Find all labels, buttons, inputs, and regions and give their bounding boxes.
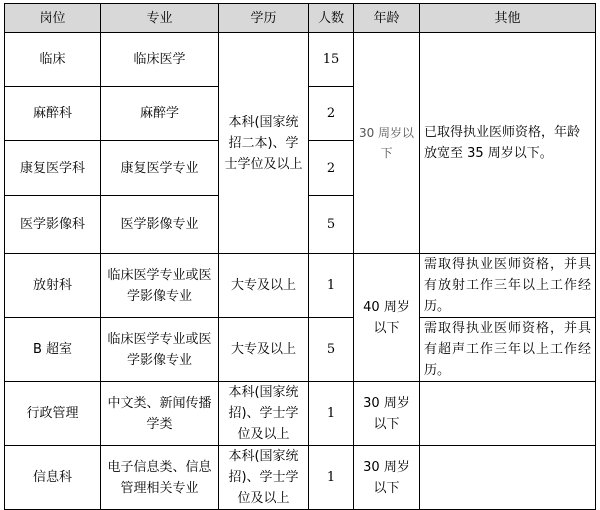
cell-major: 医学影像专业 [101, 196, 219, 254]
cell-count: 2 [309, 141, 354, 196]
cell-age: 30 周岁以下 [354, 382, 420, 446]
cell-major: 电子信息类、信息管理相关专业 [101, 446, 219, 510]
header-major: 专业 [101, 4, 219, 33]
cell-major: 康复医学专业 [101, 141, 219, 196]
cell-major: 中文类、新闻传播学类 [101, 382, 219, 446]
cell-count: 15 [309, 33, 354, 87]
cell-age: 30 周岁以下 [354, 446, 420, 510]
table-row [5, 254, 596, 318]
cell-major: 临床医学专业或医学影像专业 [101, 318, 219, 382]
header-education: 学历 [219, 4, 309, 33]
cell-count: 5 [309, 196, 354, 254]
cell-age: 40 周岁以下 [354, 254, 420, 382]
cell-other: 需取得执业医师资格，并具有放射工作三年以上工作经历。 [420, 254, 596, 318]
cell-count: 1 [309, 382, 354, 446]
cell-position: B 超室 [5, 318, 101, 382]
table-row [5, 33, 596, 87]
header-count: 人数 [309, 4, 354, 33]
cell-count: 2 [309, 87, 354, 141]
cell-education: 本科(国家统招二本)、学士学位及以上 [219, 33, 309, 254]
table-row [5, 382, 596, 446]
cell-count: 1 [309, 254, 354, 318]
cell-education: 本科(国家统招)、学士学位及以上 [219, 446, 309, 510]
cell-position: 行政管理 [5, 382, 101, 446]
cell-position: 信息科 [5, 446, 101, 510]
cell-other: 需取得执业医师资格，并具有超声工作三年以上工作经历。 [420, 318, 596, 382]
cell-count: 1 [309, 446, 354, 510]
table-header-row [5, 4, 596, 33]
cell-other [420, 382, 596, 446]
cell-position: 康复医学科 [5, 141, 101, 196]
cell-count: 5 [309, 318, 354, 382]
cell-major: 临床医学 [101, 33, 219, 87]
header-age: 年龄 [354, 4, 420, 33]
cell-position: 放射科 [5, 254, 101, 318]
header-other: 其他 [420, 4, 596, 33]
cell-education: 大专及以上 [219, 254, 309, 318]
cell-position: 医学影像科 [5, 196, 101, 254]
cell-age: 30 周岁以下 [354, 33, 420, 254]
cell-education: 大专及以上 [219, 318, 309, 382]
cell-position: 麻醉科 [5, 87, 101, 141]
cell-other [420, 446, 596, 510]
cell-other: 已取得执业医师资格，年龄放宽至 35 周岁以下。 [420, 33, 596, 254]
cell-major: 临床医学专业或医学影像专业 [101, 254, 219, 318]
cell-position: 临床 [5, 33, 101, 87]
cell-major: 麻醉学 [101, 87, 219, 141]
header-position: 岗位 [5, 4, 101, 33]
cell-education: 本科(国家统招)、学士学位及以上 [219, 382, 309, 446]
table-row [5, 318, 596, 382]
recruitment-table [4, 3, 596, 510]
table-row [5, 446, 596, 510]
